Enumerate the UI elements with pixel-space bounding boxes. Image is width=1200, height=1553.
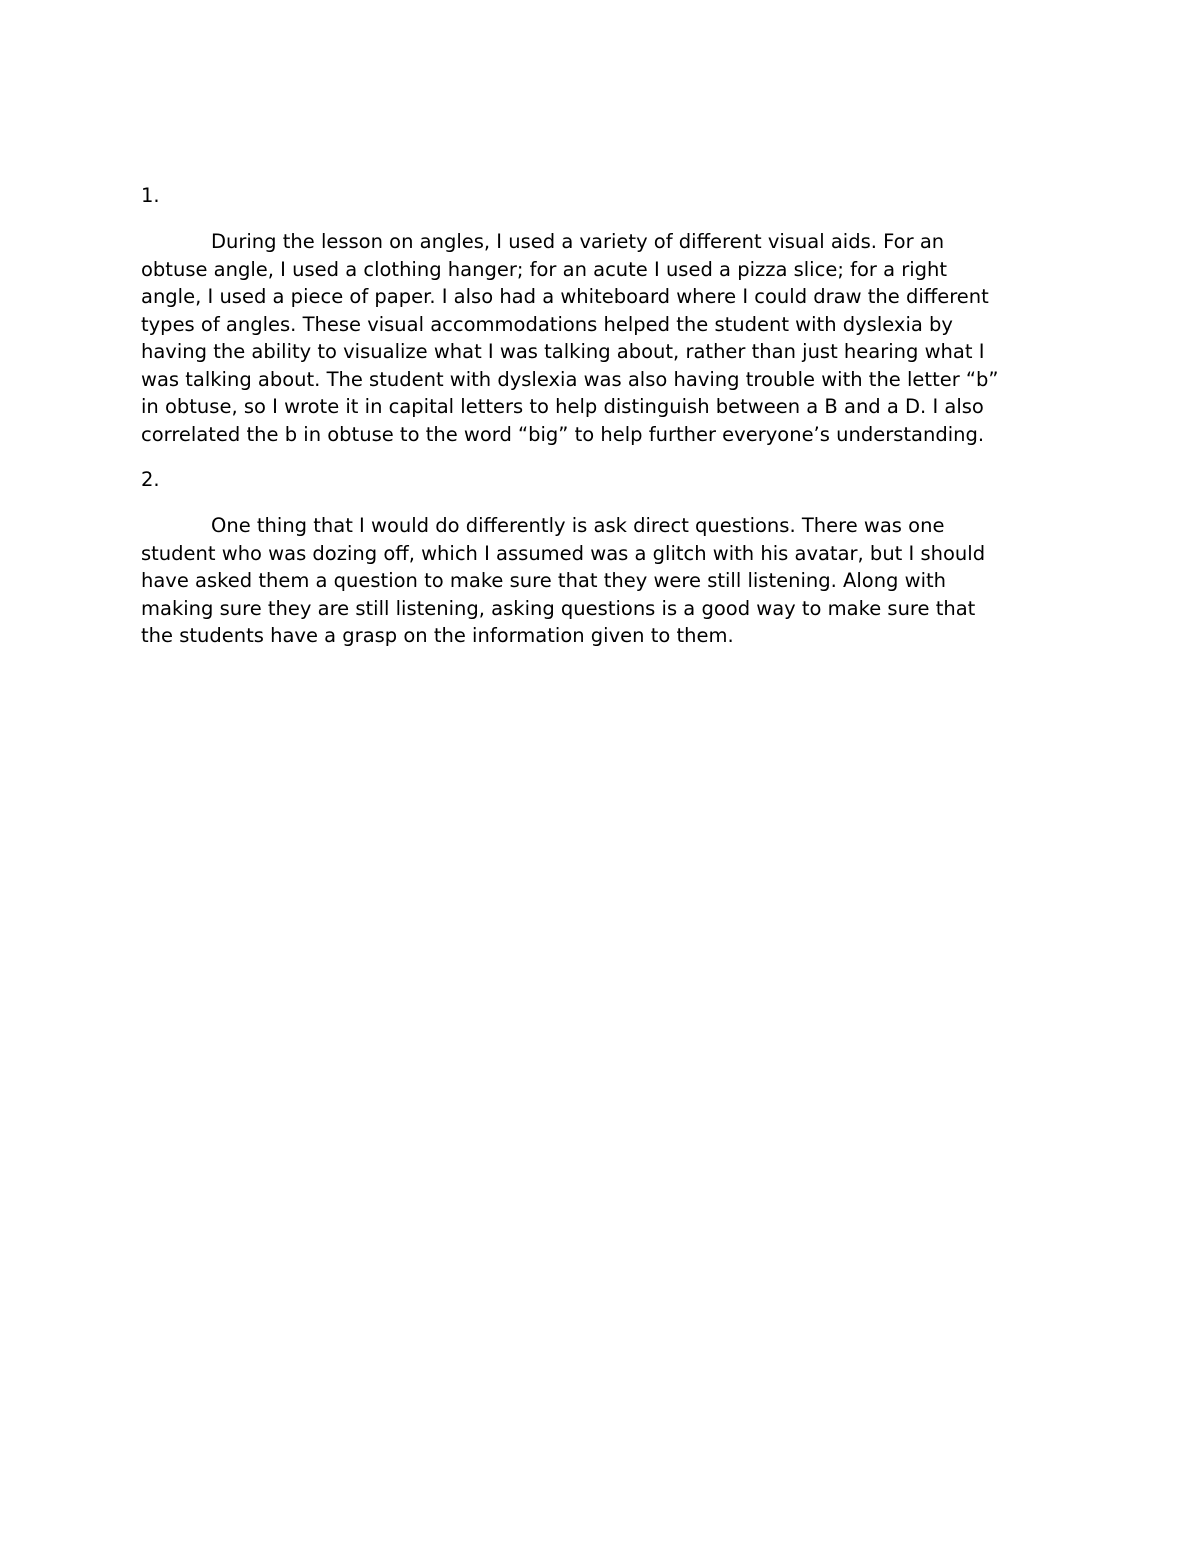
paragraph-line: One thing that I would do differently is ask direct questions. There was one	[211, 514, 945, 537]
paragraph-line: correlated the b in obtuse to the word “big” to help further everyone’s understanding.	[141, 422, 985, 446]
paragraph-line: have asked them a question to make sure that they were still listening. Along with	[141, 569, 946, 592]
section-2	[141, 466, 1041, 650]
section-paragraph	[141, 228, 1041, 448]
paragraph-line: obtuse angle, I used a clothing hanger; for an acute I used a pizza slice; for a right	[141, 257, 948, 281]
document-body	[141, 182, 1041, 650]
paragraph-line: the students have a grasp on the information given to them.	[141, 624, 734, 647]
section-paragraph	[141, 512, 1041, 650]
paragraph-line: angle, I used a piece of paper. I also had a whiteboard where I could draw the different	[141, 285, 989, 308]
paragraph-line: During the lesson on angles, I used a variety of different visual aids. For an	[211, 230, 945, 253]
paragraph-line: having the ability to visualize what I was talking about, rather than just hearing what I	[141, 340, 985, 363]
section-number: 1.	[141, 184, 160, 207]
section-1	[141, 182, 1041, 448]
paragraph-line: making sure they are still listening, asking questions is a good way to make sure that	[141, 596, 976, 620]
paragraph-line: in obtuse, so I wrote it in capital letters to help distinguish between a B and a D. I also	[141, 395, 984, 418]
paragraph-line: types of angles. These visual accommodations helped the student with dyslexia by	[141, 312, 953, 336]
paragraph-line: student who was dozing off, which I assumed was a glitch with his avatar, but I should	[141, 541, 986, 565]
section-number: 2.	[141, 468, 160, 491]
paragraph-line: was talking about. The student with dyslexia was also having trouble with the letter “b”	[141, 367, 999, 391]
